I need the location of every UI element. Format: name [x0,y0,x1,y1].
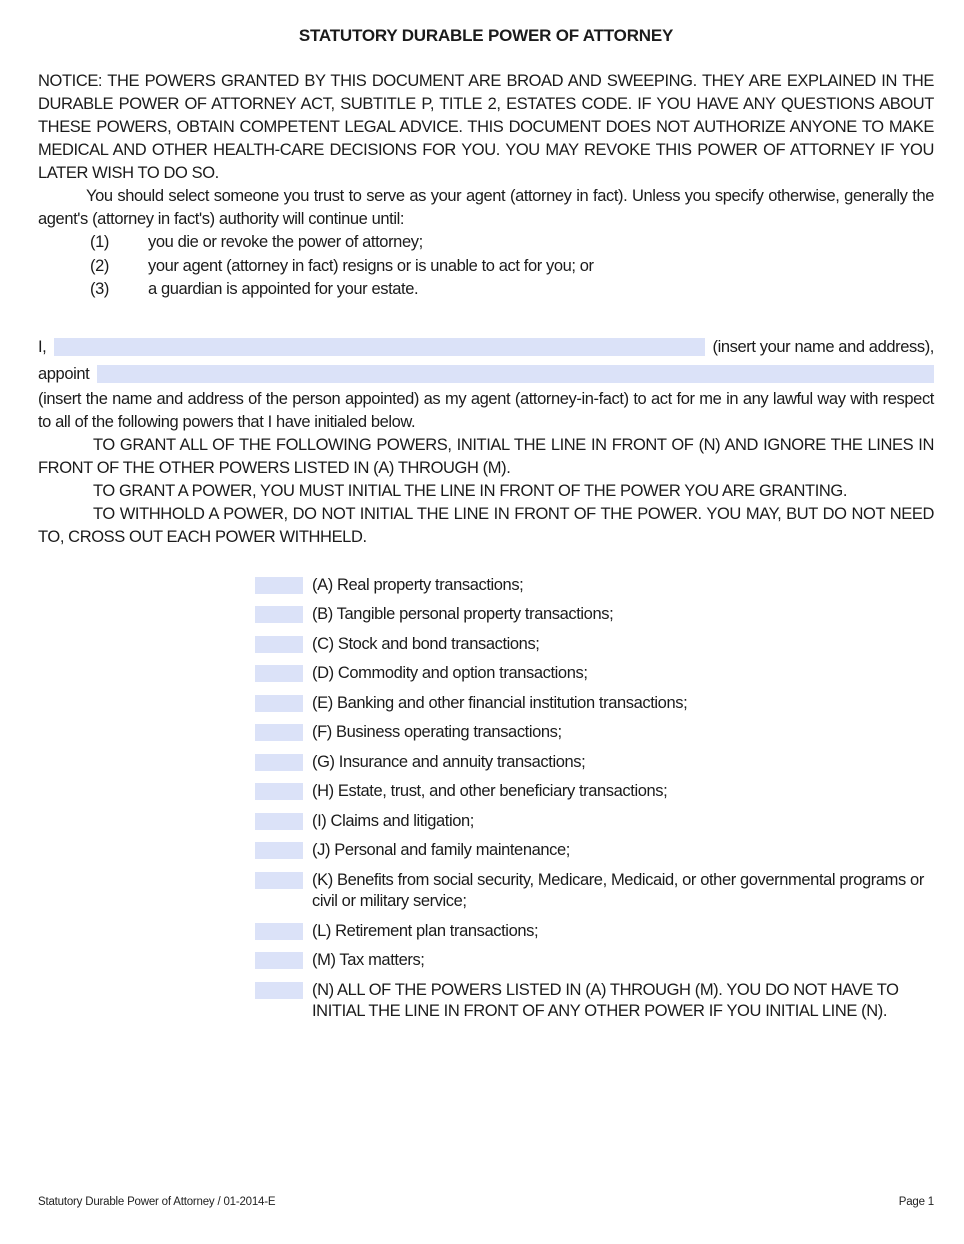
initial-field[interactable] [255,636,303,653]
item-text: your agent (attorney in fact) resigns or is unable to act for you; or [148,256,594,275]
power-row [255,634,934,656]
initial-field[interactable] [255,783,303,800]
power-row [255,575,934,597]
power-row [255,752,934,774]
initial-field[interactable] [255,952,303,969]
initial-field[interactable] [255,842,303,859]
powers-list [255,575,934,1023]
initial-field[interactable] [255,872,303,889]
initial-field[interactable] [255,577,303,594]
notice-paragraph: NOTICE: THE POWERS GRANTED BY THIS DOCUMENT ARE BROAD AND SWEEPING. THEY ARE EXPLAINED IN THE DURABLE POWER OF ATTORNEY ACT, SUBTITLE P, TITLE 2, ESTATES CODE. IF YOU HAVE ANY QUESTIONS ABOUT THESE POWERS, OBTAIN COMPETENT LEGAL ADVICE. THIS DOCUMENT DOES NOT AUTHORIZE ANYONE TO MAKE MEDICAL AND OTHER HEALTH-CARE DECISIONS FOR YOU. YOU MAY REVOKE THIS POWER OF ATTORNEY IF YOU LATER WISH TO DO SO. [38,72,934,182]
initial-field[interactable] [255,754,303,771]
power-label: (L) Retirement plan transactions; [312,921,539,940]
item-text: you die or revoke the power of attorney; [148,233,423,251]
instruction-paragraph: TO GRANT A POWER, YOU MUST INITIAL THE LINE IN FRONT OF THE POWER YOU ARE GRANTING. [93,481,848,500]
power-label: (B) Tangible personal property transactions; [312,605,614,623]
initial-field[interactable] [255,695,303,712]
termination-item [90,231,934,255]
power-row [255,921,934,943]
appoint-prefix: appoint [38,364,90,383]
footer [38,1196,934,1208]
power-label: (G) Insurance and annuity transactions; [312,752,586,771]
termination-item [90,255,934,279]
principal-line [38,334,934,361]
instructions-block [38,434,934,549]
power-label: (D) Commodity and option transactions; [312,664,588,682]
power-label: (J) Personal and family maintenance; [312,841,570,859]
initial-field[interactable] [255,724,303,741]
instruction-paragraph: TO GRANT ALL OF THE FOLLOWING POWERS, INITIAL THE LINE IN FRONT OF (N) AND IGNORE THE LINES IN FRONT OF THE OTHER POWERS LISTED IN (A) THROUGH (M). [38,435,934,477]
power-row [255,840,934,862]
appoint-line [38,361,934,388]
power-row [255,950,934,972]
power-label: (E) Banking and other financial institution transactions; [312,693,688,712]
item-number: (3) [90,280,109,298]
power-row [255,663,934,685]
power-row [255,693,934,715]
footer-page-number: Page 1 [898,1196,934,1208]
power-label: (A) Real property transactions; [312,575,524,594]
power-row [255,722,934,744]
principal-prefix: I, [38,337,47,356]
appoint-note-paragraph: (insert the name and address of the person appointed) as my agent (attorney-in-fact) to act for me in any lawful way with respect to all of the following powers that I have initialed below. [38,389,934,431]
item-text: a guardian is appointed for your estate. [148,280,419,298]
item-number: (1) [90,233,109,251]
initial-field[interactable] [255,923,303,940]
principal-suffix: (insert your name and address), [712,337,934,356]
power-row [255,870,934,913]
power-row [255,980,934,1023]
power-label: (I) Claims and litigation; [312,811,474,830]
page-title: STATUTORY DURABLE POWER OF ATTORNEY [298,26,674,45]
instruction-paragraph: TO WITHHOLD A POWER, DO NOT INITIAL THE LINE IN FRONT OF THE POWER. YOU MAY, BUT DO NOT NEED TO, CROSS OUT EACH POWER WITHHELD. [38,504,934,546]
termination-item [90,278,934,302]
initial-field[interactable] [255,813,303,830]
termination-list [90,231,934,302]
initial-field[interactable] [255,665,303,682]
power-row [255,781,934,803]
initial-field[interactable] [255,606,303,623]
item-number: (2) [90,256,109,275]
power-label: (C) Stock and bond transactions; [312,634,540,653]
power-label: (K) Benefits from social security, Medicare, Medicaid, or other governmental programs or civil or military service; [312,870,924,910]
intro-paragraph: You should select someone you trust to serve as your agent (attorney in fact). Unless you specify otherwise, generally the agent's (attorney in fact's) authority will continue until: [38,187,934,228]
power-label: (N) ALL OF THE POWERS LISTED IN (A) THROUGH (M). YOU DO NOT HAVE TO INITIAL THE LINE IN FRONT OF ANY OTHER POWER IF YOU INITIAL LINE (N). [312,980,899,1020]
initial-field[interactable] [255,982,303,999]
power-label: (M) Tax matters; [312,951,425,969]
power-label: (F) Business operating transactions; [312,723,562,741]
power-label: (H) Estate, trust, and other beneficiary transactions; [312,782,668,800]
agent-name-address-field[interactable] [97,365,934,383]
power-row [255,811,934,833]
footer-document-id: Statutory Durable Power of Attorney / 01-2014-E [38,1196,276,1208]
power-row [255,604,934,626]
name-address-field[interactable] [54,338,704,356]
